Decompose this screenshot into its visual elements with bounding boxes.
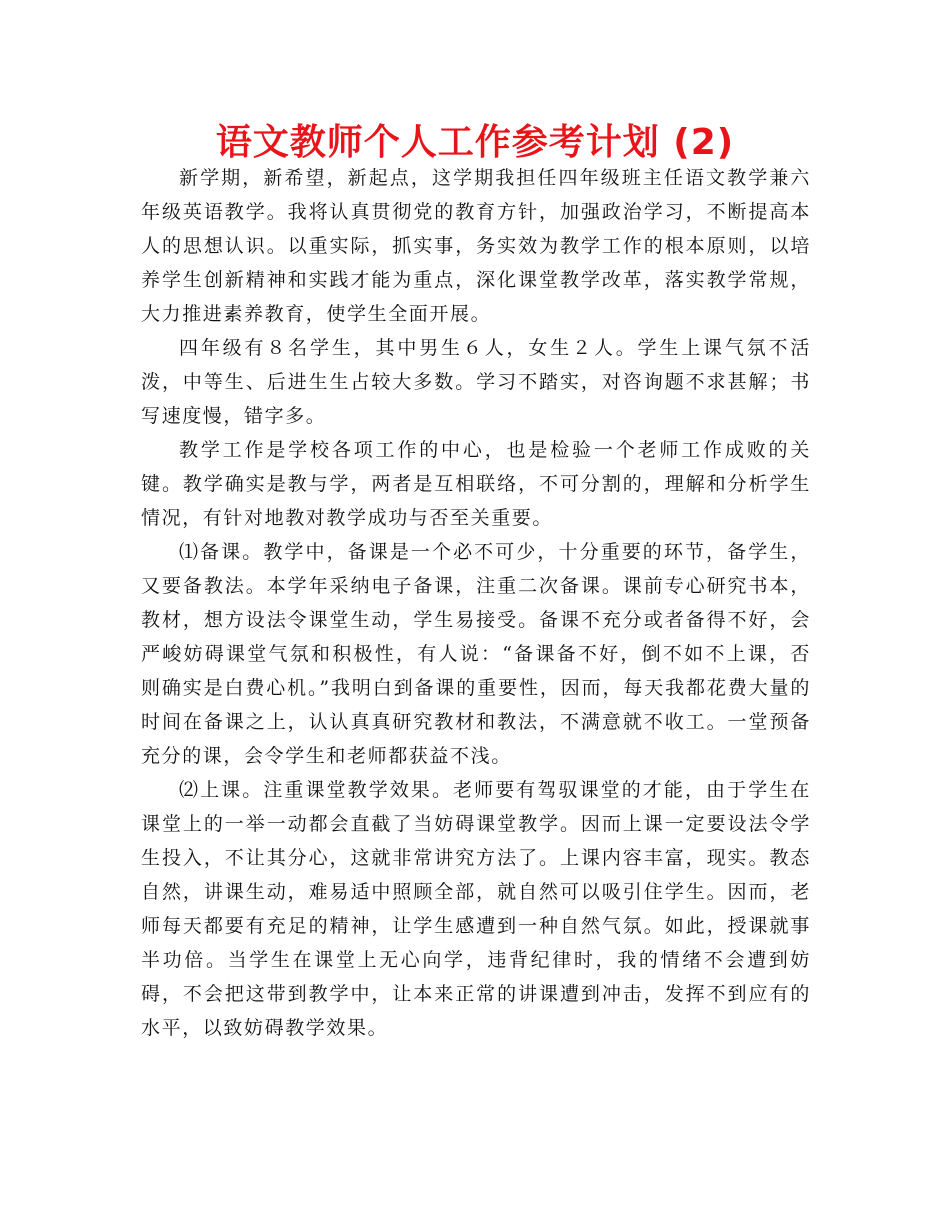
paragraph-lesson-prep: ⑴备课。教学中，备课是一个必不可少，十分重要的环节，备学生，又要备教法。本学年采纳电子备课，注重二次备课。课前专心研究书本，教材，想方设法令课堂生动，学生易接受。备课不充分或者备得不好，会严峻妨碍课堂气氛和积极性，有人说：“备课备不好，倒不如不上课，否则确实是白费心机。”我明白到备课的重要性，因而，每天我都花费大量的时间在备课之上，认认真真研究教材和教法，不满意就不收工。一堂预备充分的课，会令学生和老师都获益不浅。 [141,541,811,767]
document-title: 语文教师个人工作参考计划 (2) [215,122,735,163]
paragraph-intro: 新学期，新希望，新起点，这学期我担任四年级班主任语文教学兼六年级英语教学。我将认真贯彻党的教育方针，加强政治学习，不断提高本人的思想认识。以重实际，抓实事，务实效为教学工作的根本原则，以培养学生创新精神和实践才能为重点，深化课堂教学改革，落实教学常规，大力推进素养教育，使学生全面开展。 [141,167,811,325]
paragraph-classroom: ⑵上课。注重课堂教学效果。老师要有驾驭课堂的才能，由于学生在课堂上的一举一动都会直截了当妨碍课堂教学。因而上课一定要设法令学生投入，不让其分心，这就非常讲究方法了。上课内容丰富，现实。教态自然，讲课生动，难易适中照顾全部，就自然可以吸引住学生。因而，老师每天都要有充足的精神，让学生感遭到一种自然气氛。如此，授课就事半功倍。当学生在课堂上无心向学，违背纪律时，我的情绪不会遭到妨碍，不会把这带到教学中，让本来正常的讲课遭到冲击，发挥不到应有的水平，以致妨碍教学效果。 [141,779,811,1039]
paragraph-class-situation: 四年级有８名学生，其中男生６人，女生２人。学生上课气氛不活泼，中等生、后进生生占较大多数。学习不踏实，对咨询题不求甚解；书写速度慢，错字多。 [141,337,811,427]
paragraph-teaching-center: 教学工作是学校各项工作的中心，也是检验一个老师工作成败的关键。教学确实是教与学，两者是互相联络，不可分割的，理解和分析学生情况，有针对地教对教学成功与否至关重要。 [141,439,811,529]
document-body [141,161,811,1045]
